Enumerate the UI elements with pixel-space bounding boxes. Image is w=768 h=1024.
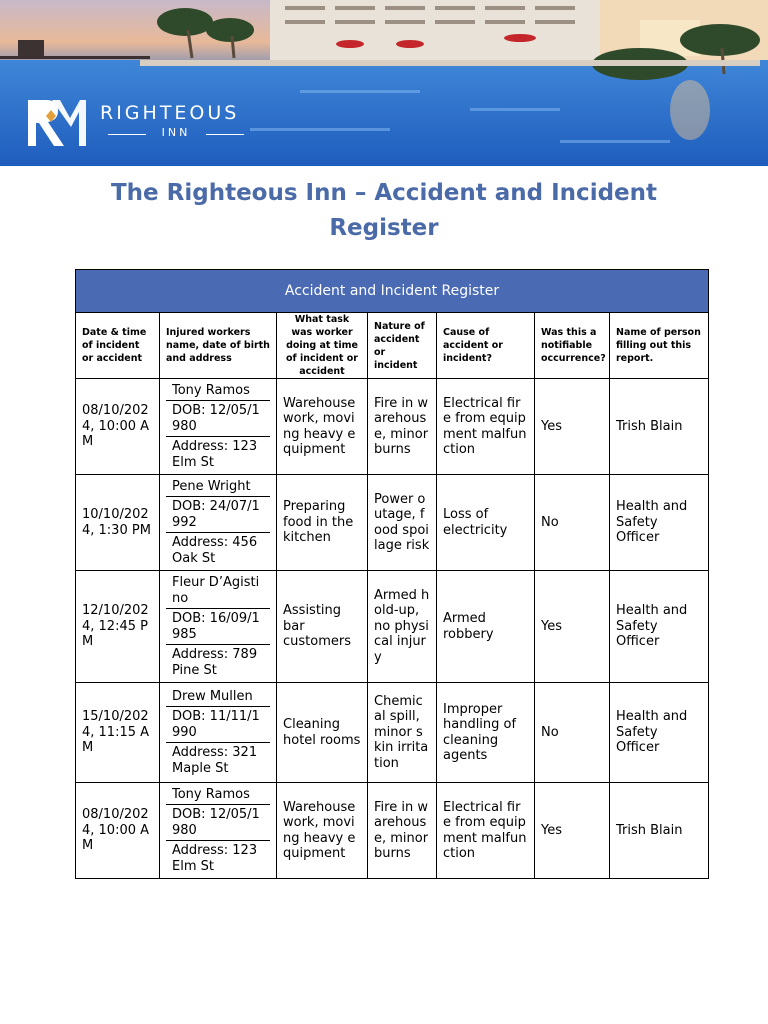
worker-address: Address: 789 Pine St — [172, 647, 258, 678]
worker-address: Address: 123 Elm St — [172, 843, 258, 874]
worker-name: Drew Mullen — [166, 687, 270, 708]
cell-injured-worker — [160, 683, 277, 783]
cell-nature: Chemical spill, minor skin irritation — [368, 683, 437, 783]
cell-task: Warehouse work, moving heavy equipment — [277, 783, 368, 879]
worker-name: Fleur D’Agistino — [166, 573, 270, 609]
cell-reporter: Health and Safety Officer — [610, 571, 709, 683]
table-caption-row — [76, 270, 709, 313]
column-header-datetime: Date & time of incident or accident — [76, 313, 160, 379]
cell-reporter: Trish Blain — [610, 783, 709, 879]
table-row — [76, 379, 709, 475]
cell-datetime: 08/10/2024, 10:00 AM — [76, 783, 160, 879]
cell-notifiable: Yes — [535, 571, 610, 683]
cell-nature: Power outage, food spoilage risk — [368, 475, 437, 571]
worker-dob: DOB: 11/11/1990 — [166, 707, 270, 743]
table-caption: Accident and Incident Register — [76, 270, 709, 313]
cell-task: Cleaning hotel rooms — [277, 683, 368, 783]
table-row — [76, 571, 709, 683]
incident-register-table — [75, 269, 709, 879]
column-header-nature: Nature of accident or incident — [368, 313, 437, 379]
cell-nature: Fire in warehouse, minor burns — [368, 379, 437, 475]
brand-name: RIGHTEOUS — [100, 102, 240, 124]
cell-datetime: 12/10/2024, 12:45 PM — [76, 571, 160, 683]
cell-reporter: Trish Blain — [610, 379, 709, 475]
column-header-task: What task was worker doing at time of incident or accident — [277, 313, 368, 379]
column-header-injured-worker: Injured workers name, date of birth and address — [160, 313, 277, 379]
cell-nature: Fire in warehouse, minor burns — [368, 783, 437, 879]
page-title: The Righteous Inn – Accident and Incident Register — [110, 180, 658, 241]
cell-notifiable: Yes — [535, 783, 610, 879]
cell-reporter: Health and Safety Officer — [610, 475, 709, 571]
table-header-row — [76, 313, 709, 379]
cell-task: Warehouse work, moving heavy equipment — [277, 379, 368, 475]
worker-dob: DOB: 12/05/1980 — [166, 805, 270, 841]
cell-notifiable: Yes — [535, 379, 610, 475]
cell-cause: Loss of electricity — [437, 475, 535, 571]
cell-task: Assisting bar customers — [277, 571, 368, 683]
column-header-notifiable: Was this a notifiable occurrence? — [535, 313, 610, 379]
brand-subname: INN — [104, 126, 248, 139]
table-row — [76, 783, 709, 879]
cell-notifiable: No — [535, 683, 610, 783]
hero-banner — [0, 0, 768, 166]
cell-injured-worker — [160, 379, 277, 475]
cell-datetime: 08/10/2024, 10:00 AM — [76, 379, 160, 475]
cell-nature: Armed hold-up, no physical injury — [368, 571, 437, 683]
worker-name: Tony Ramos — [166, 785, 270, 806]
logo-monogram-icon — [24, 96, 86, 150]
brand-logo — [24, 96, 264, 152]
worker-address: Address: 123 Elm St — [172, 439, 258, 470]
cell-cause: Improper handling of cleaning agents — [437, 683, 535, 783]
cell-reporter: Health and Safety Officer — [610, 683, 709, 783]
table-row — [76, 683, 709, 783]
worker-address: Address: 456 Oak St — [172, 535, 258, 566]
worker-name: Tony Ramos — [166, 381, 270, 402]
table-row — [76, 475, 709, 571]
cell-datetime: 15/10/2024, 11:15 AM — [76, 683, 160, 783]
cell-cause: Armed robbery — [437, 571, 535, 683]
worker-name: Pene Wright — [166, 477, 270, 498]
cell-injured-worker — [160, 571, 277, 683]
worker-dob: DOB: 16/09/1985 — [166, 609, 270, 645]
cell-task: Preparing food in the kitchen — [277, 475, 368, 571]
worker-dob: DOB: 24/07/1992 — [166, 497, 270, 533]
worker-address: Address: 321 Maple St — [172, 745, 258, 776]
cell-datetime: 10/10/2024, 1:30 PM — [76, 475, 160, 571]
cell-cause: Electrical fire from equipment malfunction — [437, 379, 535, 475]
column-header-reporter: Name of person filling out this report. — [610, 313, 709, 379]
cell-injured-worker — [160, 475, 277, 571]
worker-dob: DOB: 12/05/1980 — [166, 401, 270, 437]
cell-cause: Electrical fire from equipment malfunction — [437, 783, 535, 879]
cell-injured-worker — [160, 783, 277, 879]
column-header-cause: Cause of accident or incident? — [437, 313, 535, 379]
cell-notifiable: No — [535, 475, 610, 571]
